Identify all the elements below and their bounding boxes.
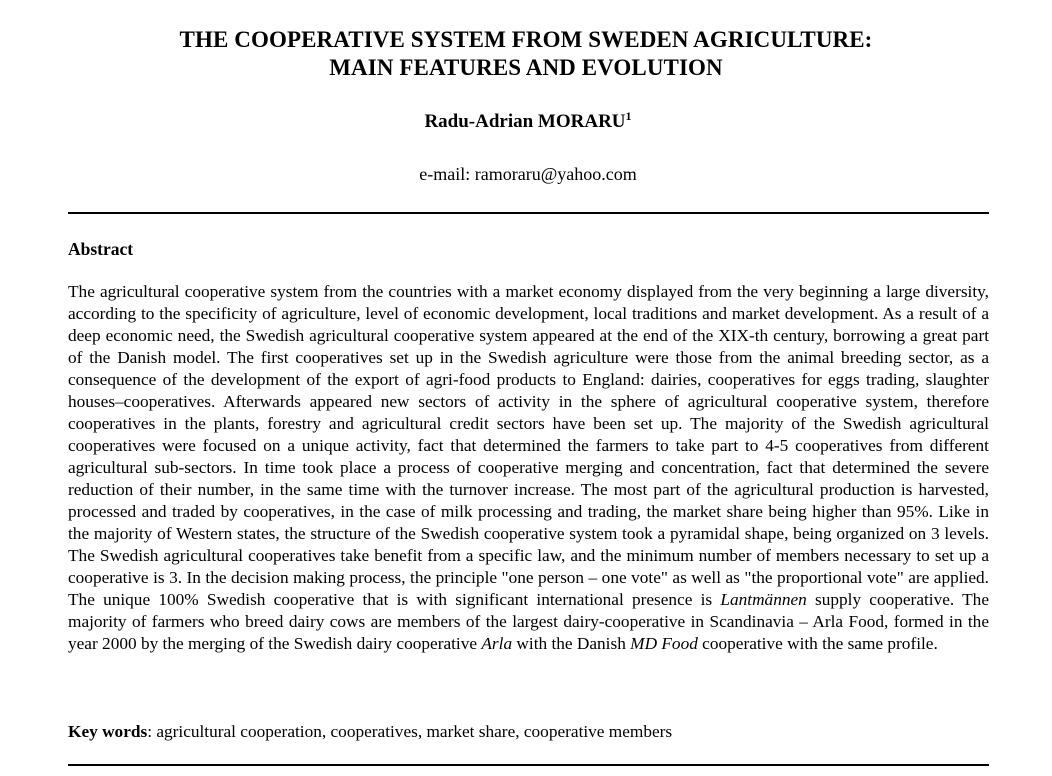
author-email: e-mail: ramoraru@yahoo.com	[419, 164, 637, 184]
author-affiliation-mark: 1	[625, 109, 632, 123]
paper-title-line-2: MAIN FEATURES AND EVOLUTION	[329, 55, 723, 80]
abstract-heading: Abstract	[68, 239, 134, 259]
author-line	[0, 110, 1052, 134]
abstract-text-part-4: cooperative with the same profile.	[697, 634, 938, 653]
abstract-italic-arla: Arla	[481, 634, 513, 653]
keywords-line	[68, 721, 989, 743]
bottom-divider	[68, 764, 989, 766]
paper-title	[0, 26, 1052, 82]
abstract-text-part-1: The agricultural cooperative system from the countries with a market economy displayed from the very beginning a large diversity, according to the specificity of agriculture, level of economic development, local traditions and market development. As a result of a deep economic need, the Swedish agricultural cooperative system appeared at the end of the XIX-th century, borrowing a great part of the Danish model. The first cooperatives set up in the Swedish agriculture were those from the animal breeding sector, as a consequence of the development of the export of agri-food products to England: dairies, cooperatives for eggs trading, slaughter houses–cooperatives. Afterwards appeared new sectors of activity in the sphere of agricultural cooperative system, therefore cooperatives in the plants, forestry and agricultural credit sectors have been set up. The majority of the Swedish agricultural cooperatives were focused on a unique activity, fact that determined the farmers to take part to 4-5 cooperatives from different agricultural sub-sectors. In time took place a process of cooperative merging and concentration, fact that determined the severe reduction of their number, in the same time with the turnover increase. The most part of the agricultural production is harvested, processed and traded by cooperatives, in the case of milk processing and trading, the market share being higher than 95%. Like in the majority of Western states, the structure of the Swedish cooperative system took a pyramidal shape, being organized on 3 levels. The Swedish agricultural cooperatives take benefit from a specific law, and the minimum number of members necessary to set up a cooperative is 3. In the decision making process, the principle "one person – one vote" as well as "the proportional vote" are applied. The unique 100% Swedish cooperative that is with significant international presence is	[68, 282, 989, 609]
top-divider	[68, 212, 989, 214]
abstract-body	[68, 281, 989, 655]
abstract-text-part-3: with the Danish	[512, 634, 631, 653]
author-name: Radu-Adrian MORARU	[424, 111, 626, 132]
abstract-text-part-2: supply cooperative. The majority of farmers who breed dairy cows are members of the largest dairy-cooperative in Scandinavia – Arla Food, formed in the year 2000 by the merging of the Swedish dairy cooperative	[68, 590, 989, 653]
keywords-separator: :	[147, 722, 157, 741]
paper-title-line-1: THE COOPERATIVE SYSTEM FROM SWEDEN AGRICULTURE:	[179, 27, 873, 52]
keywords-label: Key words	[68, 722, 148, 741]
abstract-italic-md-food: MD Food	[630, 634, 698, 653]
abstract-italic-lantmannen: Lantmännen	[720, 590, 807, 609]
keywords-text: agricultural cooperation, cooperatives, market share, cooperative members	[156, 722, 673, 741]
